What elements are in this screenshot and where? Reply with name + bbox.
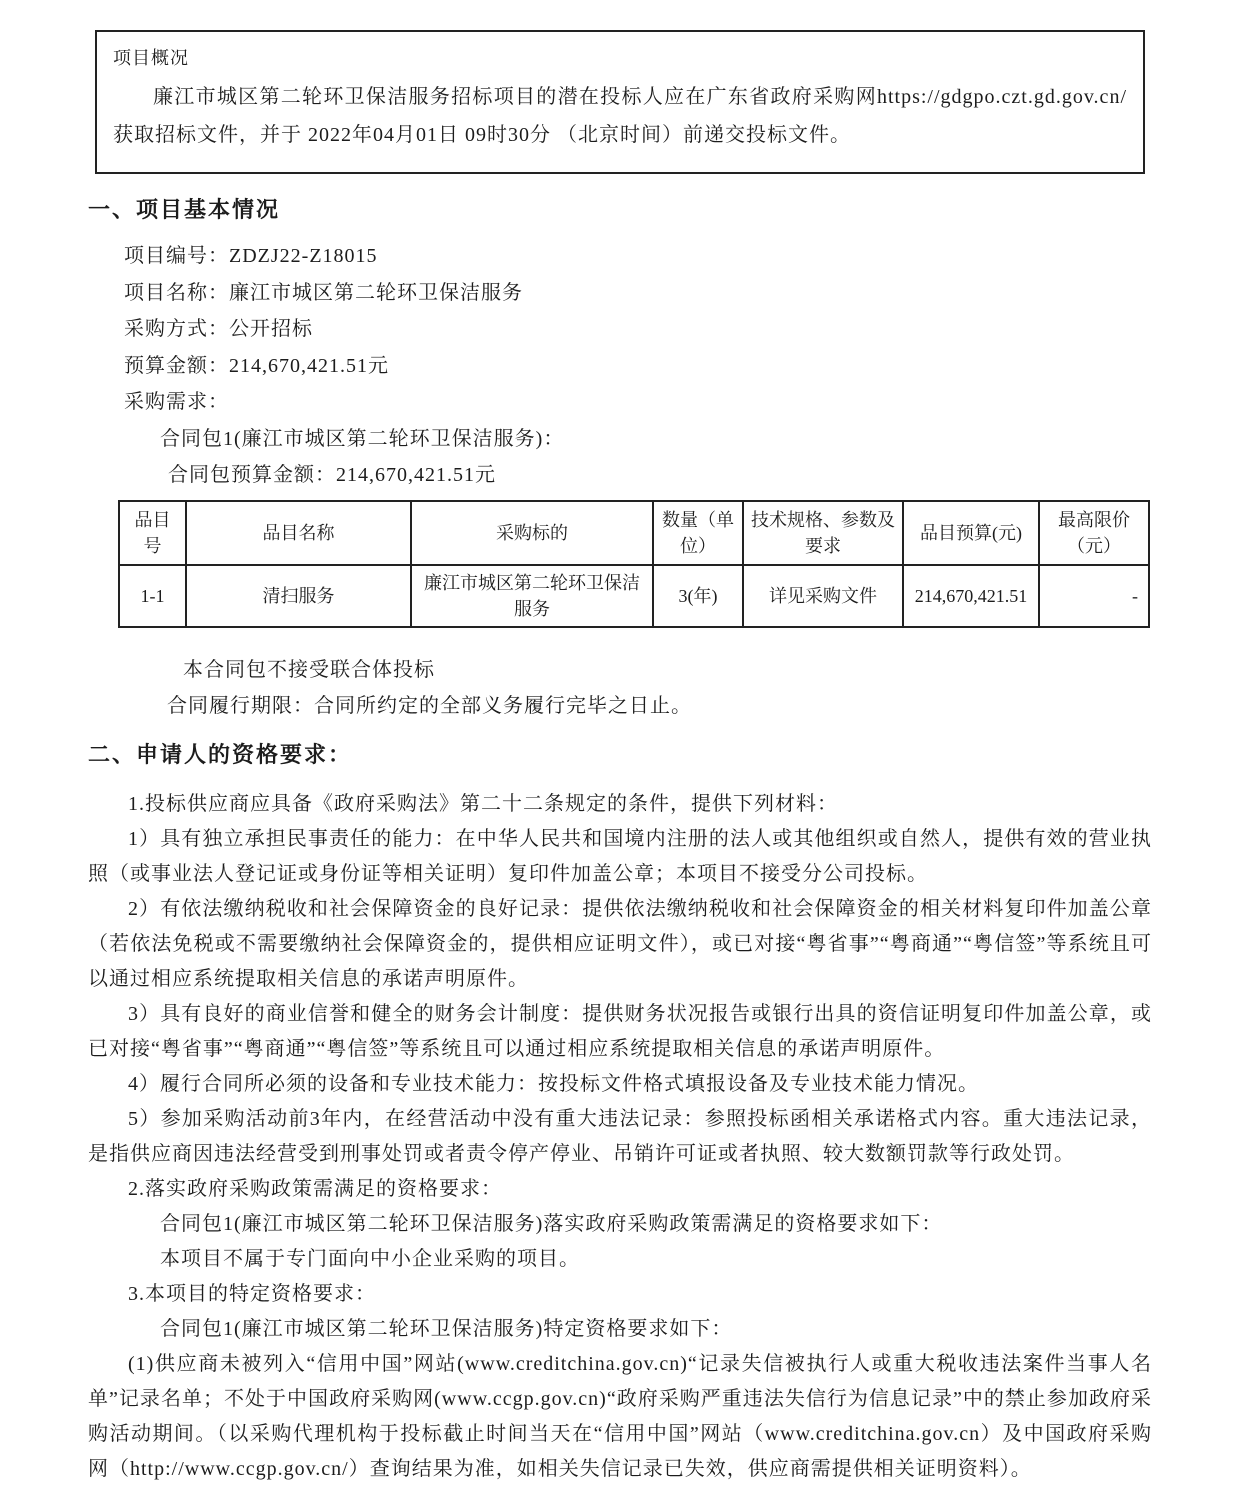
req-policy-package1: 合同包1(廉江市城区第二轮环卫保洁服务)落实政府采购政策需满足的资格要求如下： [160,1212,943,1235]
budget-amount-line: 预算金额：214,670,421.51元 [124,354,389,377]
section1-heading: 一、项目基本情况 [88,197,281,222]
header-spec: 技术规格、参数及要求 [743,501,903,565]
cell-price-limit: - [1039,565,1149,627]
cell-subject: 廉江市城区第二轮环卫保洁服务 [411,565,653,627]
overview-body: 廉江市城区第二轮环卫保洁服务招标项目的潜在投标人应在广东省政府采购网https://gdgpo.czt.gd.gov.cn/获取招标文件，并于 2022年04月01日 09时30分 （北京时间）前递交投标文件。 [113,86,1127,146]
section2-heading: 二、申请人的资格要求： [88,741,353,767]
project-info-fields [88,238,1152,494]
procurement-demand-line: 采购需求： [124,391,229,413]
cell-item-name: 清扫服务 [186,565,411,627]
header-price-limit: 最高限价（元） [1039,501,1149,565]
package-budget-line: 合同包预算金额：214,670,421.51元 [168,464,496,486]
header-subject: 采购标的 [411,501,653,565]
project-overview-box [95,30,1145,174]
cell-item-no: 1-1 [119,565,186,627]
req-no-major-violations: 5）参加采购活动前3年内，在经营活动中没有重大违法记录：参照投标函相关承诺格式内容。重大违法记录，是指供应商因违法经营受到刑事处罚或者责令停产停业、吊销许可证或者执照、较大数额罚款等行政处罚。 [88,1107,1152,1165]
req-credit-china-check: (1)供应商未被列入“信用中国”网站(www.creditchina.gov.cn)“记录失信被执行人或重大税收违法案件当事人名单”记录名单；不处于中国政府采购网(www.ccgp.gov.cn)“政府采购严重违法失信行为信息记录”中的禁止参加政府采购活动期间。（以采购代理机构于投标截止时间当天在“信用中国”网站（www.creditchina.gov.cn）及中国政府采购网（http://www.ccgp.gov.cn/）查询结果为准，如相关失信记录已失效，供应商需提供相关证明资料）。 [88,1352,1152,1480]
project-number-line: 项目编号：ZDZJ22-Z18015 [124,245,378,267]
note-no-consortium: 本合同包不接受联合体投标 [183,658,435,681]
note-contract-period: 合同履行期限：合同所约定的全部义务履行完毕之日止。 [167,695,692,717]
procurement-method-line: 采购方式：公开招标 [124,318,313,340]
req-finance-credit: 3）具有良好的商业信誉和健全的财务会计制度：提供财务状况报告或银行出具的资信证明复印件加盖公章，或已对接“粤省事”“粤商通”“粤信签”等系统且可以通过相应系统提取相关信息的承诺声明原件。 [88,1002,1152,1060]
qualification-requirements [88,787,1152,1487]
header-item-name: 品目名称 [186,501,411,565]
req-conditions-intro: 1.投标供应商应具备《政府采购法》第二十二条规定的条件，提供下列材料： [128,792,838,815]
table-row [119,565,1149,627]
overview-title: 项目概况 [113,48,189,68]
req-specific-intro: 3.本项目的特定资格要求： [128,1282,376,1305]
contract-package-line: 合同包1(廉江市城区第二轮环卫保洁服务)： [160,427,565,450]
cell-spec: 详见采购文件 [743,565,903,627]
req-equipment-capability: 4）履行合同所必须的设备和专业技术能力：按投标文件格式填报设备及专业技术能力情况。 [128,1072,979,1095]
req-policy-intro: 2.落实政府采购政策需满足的资格要求： [128,1177,502,1200]
cell-quantity: 3(年) [653,565,743,627]
header-budget: 品目预算(元) [903,501,1039,565]
req-tax-social-security: 2）有依法缴纳税收和社会保障资金的良好记录：提供依法缴纳税收和社会保障资金的相关材料复印件加盖公章（若依法免税或不需要缴纳社会保障资金的，提供相应证明文件），或已对接“粤省事”“粤商通”“粤信签”等系统且可以通过相应系统提取相关信息的承诺声明原件。 [88,897,1152,990]
req-specific-package1: 合同包1(廉江市城区第二轮环卫保洁服务)特定资格要求如下： [160,1317,733,1340]
req-civil-liability: 1）具有独立承担民事责任的能力：在中华人民共和国境内注册的法人或其他组织或自然人，提供有效的营业执照（或事业法人登记证或身份证等相关证明）复印件加盖公章；本项目不接受分公司投标。 [88,827,1152,885]
procurement-items-table [118,500,1150,628]
header-item-no: 品目号 [119,501,186,565]
project-name-line: 项目名称：廉江市城区第二轮环卫保洁服务 [124,281,523,304]
table-header-row [119,501,1149,565]
cell-budget: 214,670,421.51 [903,565,1039,627]
header-quantity: 数量（单位） [653,501,743,565]
post-table-notes [88,652,1152,725]
req-not-sme-project: 本项目不属于专门面向中小企业采购的项目。 [160,1247,580,1270]
